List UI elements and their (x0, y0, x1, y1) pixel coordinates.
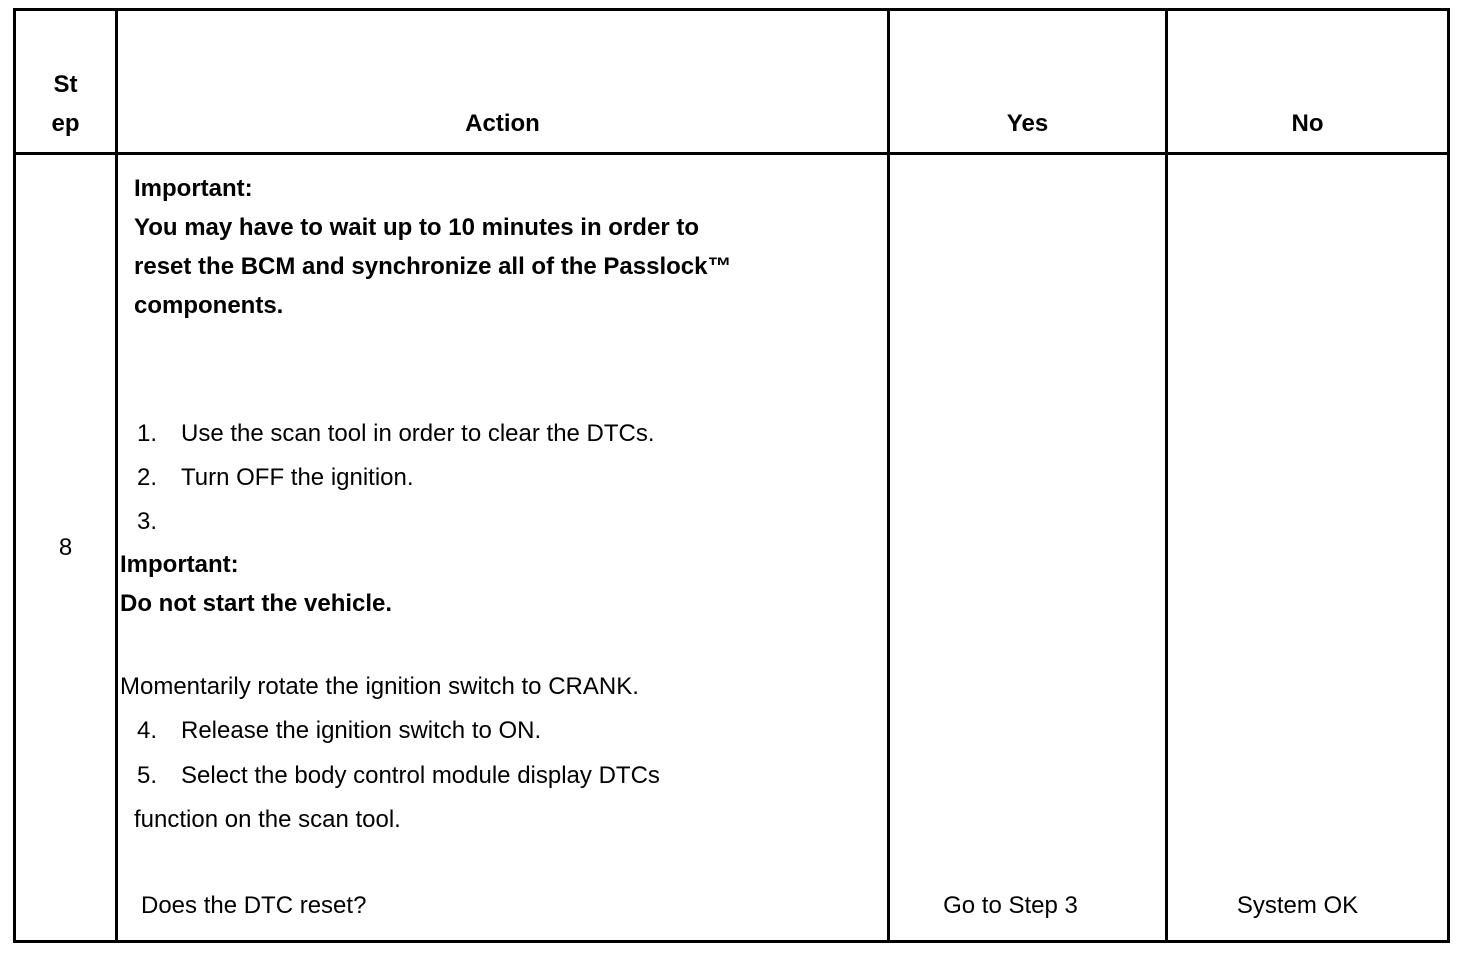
question-text: Does the DTC reset? (141, 892, 367, 919)
header-action: Action (465, 110, 540, 137)
list-item-2-text: Turn OFF the ignition. (181, 464, 414, 491)
col-divider-action-yes (887, 8, 890, 943)
header-step-line1: St (53, 71, 78, 98)
table-bottom-border (13, 940, 1450, 943)
list-item-3-number: 3. (137, 508, 158, 535)
momentary-crank-text: Momentarily rotate the ignition switch to CRANK. (120, 673, 639, 700)
yes-result: Go to Step 3 (943, 892, 1078, 919)
table-left-border (13, 8, 16, 943)
list-item-2-number: 2. (137, 464, 158, 491)
no-result: System OK (1236, 892, 1359, 919)
table-right-border (1447, 8, 1450, 943)
important-label-2: Important: (120, 551, 239, 578)
important-note-line-1: You may have to wait up to 10 minutes in order to (134, 214, 699, 241)
header-step-line2: ep (51, 110, 80, 137)
important-note-2: Do not start the vehicle. (120, 590, 393, 617)
important-label-1: Important: (134, 175, 253, 202)
important-note-line-2: reset the BCM and synchronize all of the Passlock™ (134, 253, 732, 280)
important-note-line-3: components. (134, 292, 284, 319)
step-number: 8 (58, 534, 73, 561)
list-item-5-continued: function on the scan tool. (134, 806, 401, 833)
list-item-1-number: 1. (137, 420, 158, 447)
list-item-4-text: Release the ignition switch to ON. (181, 717, 542, 744)
list-item-5-text: Select the body control module display DTCs (181, 762, 660, 789)
col-divider-yes-no (1165, 8, 1168, 943)
list-item-4-number: 4. (137, 717, 158, 744)
list-item-1-text: Use the scan tool in order to clear the DTCs. (181, 420, 655, 447)
header-bottom-border (13, 152, 1450, 155)
col-divider-step-action (115, 8, 118, 943)
header-no: No (1291, 110, 1324, 137)
list-item-5-number: 5. (137, 762, 158, 789)
header-yes: Yes (1006, 110, 1049, 137)
table-top-border (13, 8, 1450, 11)
